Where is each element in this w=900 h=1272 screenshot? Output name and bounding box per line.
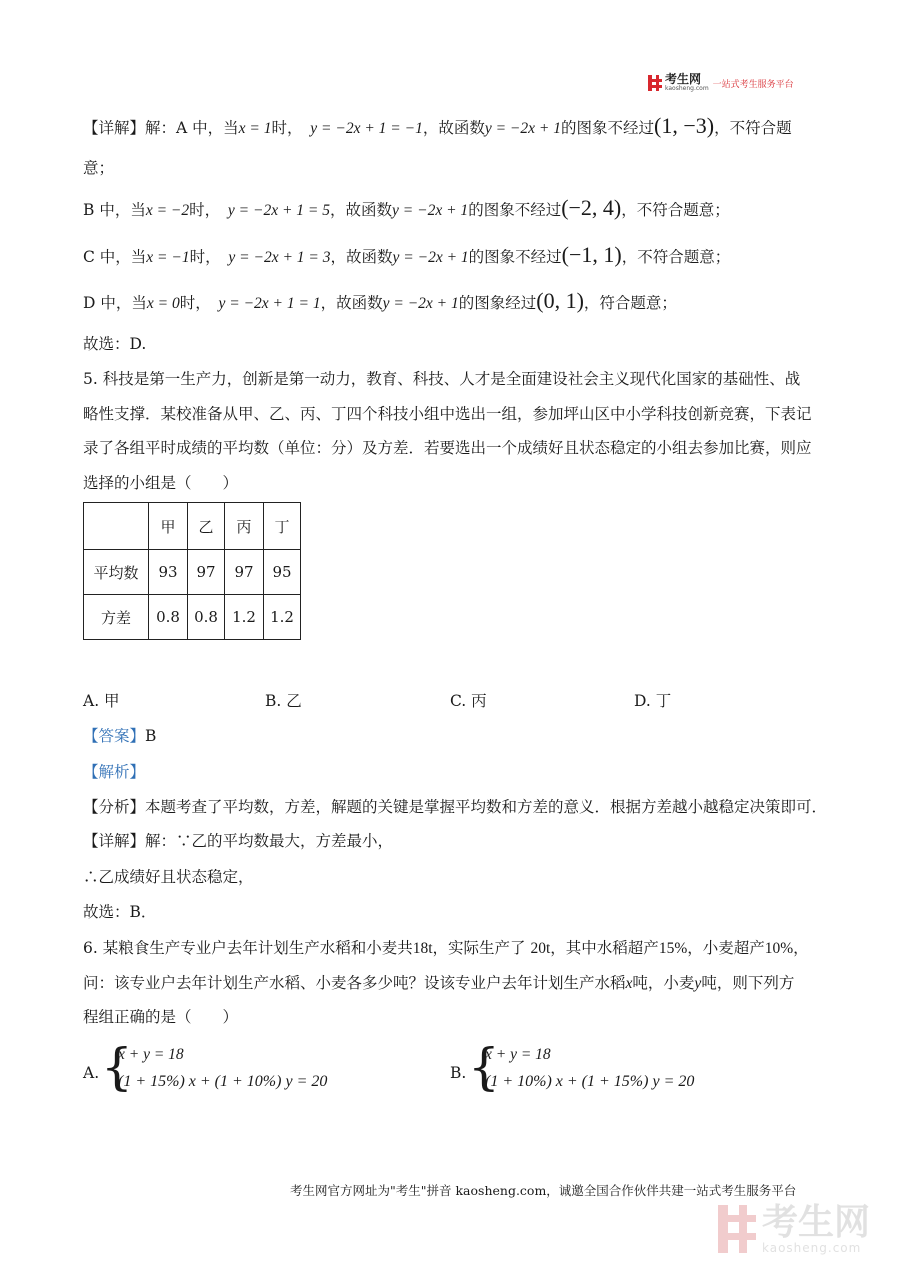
brace-icon: { <box>468 1038 500 1096</box>
q5-detail: 【详解】解：∵乙的平均数最大，方差最小， <box>83 832 394 850</box>
q5-conclusion: 故选：B． <box>83 903 157 921</box>
q5-analysis-tag: 【解析】 <box>83 763 146 781</box>
q4-detail-line-a: 【详解】解：A 中，当x = 1时， y = −2x + 1 = −1，故函数y = −2x + 1的图象不经过(1, −3)，不符合题 <box>83 113 792 138</box>
table-cell: 方差 <box>84 595 149 640</box>
table-cell: 93 <box>149 550 188 595</box>
q4-detail-line-a2: 意； <box>83 159 115 177</box>
q5-stem-line-4: 选择的小组是（ ） <box>83 474 239 492</box>
q4-detail-line-d: D 中，当x = 0时， y = −2x + 1 = 1，故函数y = −2x + 1的图象经过(0, 1)，符合题意； <box>83 288 677 313</box>
table-cell: 97 <box>188 550 225 595</box>
table-cell: 1.2 <box>225 595 264 640</box>
q6-stem-line-3: 程组正确的是（ ） <box>83 1008 239 1026</box>
watermark <box>718 1204 870 1254</box>
q4-detail-line-c: C 中，当x = −1时， y = −2x + 1 = 3，故函数y = −2x + 1的图象不经过(−1, 1)，不符合题意； <box>83 242 731 267</box>
q5-option-d: D. 丁 <box>634 692 672 710</box>
table-header-cell: 甲 <box>149 503 188 550</box>
q6-option-b-eq2: (1 + 10%) x + (1 + 15%) y = 20 <box>485 1073 695 1090</box>
table-cell: 95 <box>264 550 301 595</box>
q5-fenxi: 【分析】本题考查了平均数，方差，解题的关键是掌握平均数和方差的意义．根据方差越小越稳定决策即可． <box>83 798 828 816</box>
logo-brand: 考生网 kaosheng.com <box>665 72 709 92</box>
q4-detail-line-b: B 中，当x = −2时， y = −2x + 1 = 5，故函数y = −2x + 1的图象不经过(−2, 4)，不符合题意； <box>83 195 730 220</box>
header-logo <box>648 72 794 94</box>
table-header-cell: 乙 <box>188 503 225 550</box>
q6-option-b-eq1: x + y = 18 <box>485 1046 551 1063</box>
q5-option-a: A. 甲 <box>83 692 120 710</box>
q6-option-b-label: B. <box>450 1064 467 1082</box>
kaosheng-watermark-icon <box>718 1205 756 1253</box>
q6-stem-line-2: 问：该专业户去年计划生产水稻、小麦各多少吨？设该专业户去年计划生产水稻x吨，小麦y吨，则下列方 <box>83 974 795 992</box>
q5-therefore: ∴乙成绩好且状态稳定， <box>83 868 254 886</box>
table-header-cell: 丁 <box>264 503 301 550</box>
table-header-cell: 丙 <box>225 503 264 550</box>
q5-stem-line-2: 略性支撑．某校准备从甲、乙、丙、丁四个科技小组中选出一组，参加坪山区中小学科技创新竞赛，下表记 <box>83 405 812 423</box>
q4-conclusion: 故选：D. <box>83 335 147 353</box>
table-cell: 1.2 <box>264 595 301 640</box>
table-row <box>84 550 301 595</box>
logo-slogan: 一站式考生服务平台 <box>712 79 794 90</box>
table-cell: 0.8 <box>188 595 225 640</box>
footer-text: 考生网官方网址为"考生"拼音 kaosheng.com，诚邀全国合作伙伴共建一站式考生服务平台 <box>290 1183 797 1198</box>
q6-stem-line-1: 6. 某粮食生产专业户去年计划生产水稻和小麦共18t，实际生产了 20t，其中水稻超产15%，小麦超产10%， <box>83 939 809 957</box>
q6-option-a-eq2: (1 + 15%) x + (1 + 10%) y = 20 <box>118 1073 328 1090</box>
q6-option-a-eq1: x + y = 18 <box>118 1046 184 1063</box>
kaosheng-logo-icon <box>648 75 662 91</box>
table-cell: 0.8 <box>149 595 188 640</box>
q5-answer: 【答案】B <box>83 727 157 745</box>
q5-score-table <box>83 502 301 640</box>
table-row <box>84 595 301 640</box>
q6-option-a-label: A. <box>83 1064 100 1082</box>
q5-stem-line-1: 5. 科技是第一生产力，创新是第一动力，教育、科技、人才是全面建设社会主义现代化国家的基础性、战 <box>83 370 801 388</box>
table-header-cell <box>84 503 149 550</box>
q5-option-c: C. 丙 <box>450 692 487 710</box>
q5-stem-line-3: 录了各组平时成绩的平均数（单位：分）及方差．若要选出一个成绩好且状态稳定的小组去参加比赛，则应 <box>83 439 812 457</box>
brace-icon: { <box>101 1038 133 1096</box>
table-cell: 97 <box>225 550 264 595</box>
answer-tag: 【答案】 <box>83 727 146 745</box>
watermark-text: 考生网 kaosheng.com <box>762 1202 871 1255</box>
table-header-row <box>84 503 301 550</box>
table-cell: 平均数 <box>84 550 149 595</box>
q5-option-b: B. 乙 <box>265 692 302 710</box>
